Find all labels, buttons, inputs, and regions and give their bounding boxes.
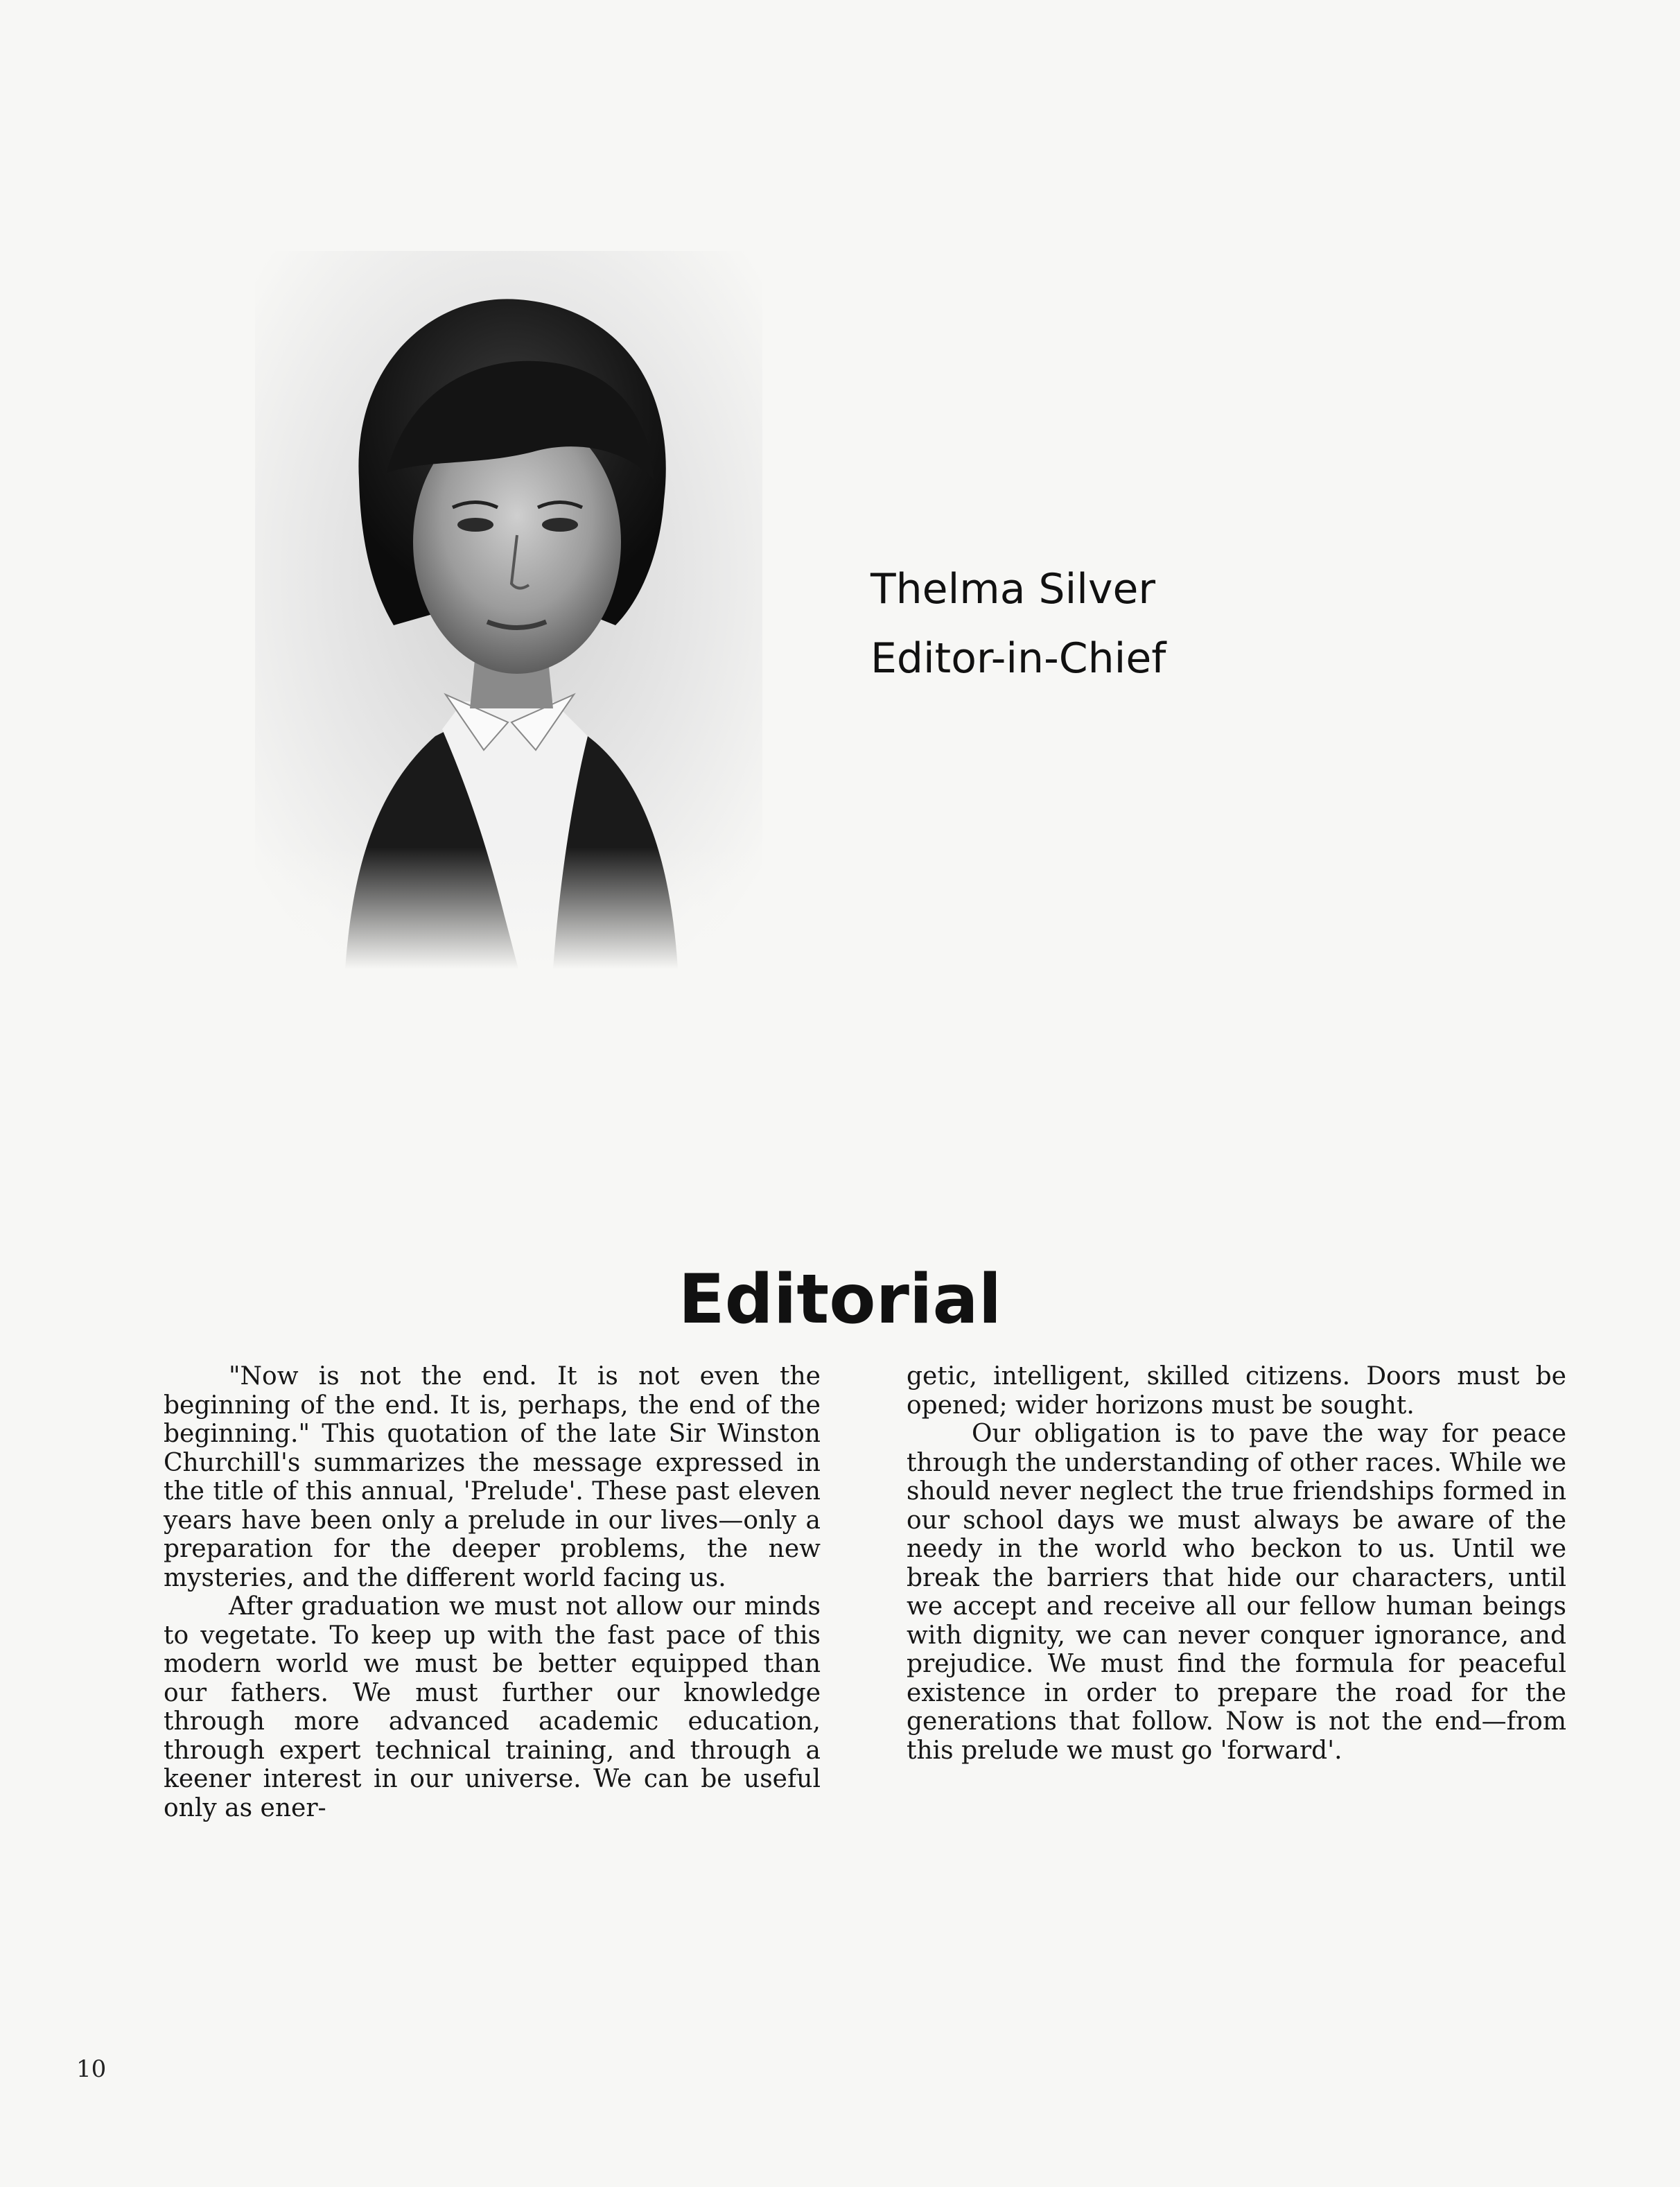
paragraph: After graduation we must not allow our minds to vegetate. To keep up with the fast pace of this modern world we must be better equipped than our fathers. We must further our knowledge through more advanced academic education, through expert technical training, and through a keener interest in our universe. We can be useful only as ener-	[164, 1592, 821, 1822]
portrait-illustration	[255, 251, 762, 969]
person-name: Thelma Silver	[870, 565, 1156, 613]
name-caption	[870, 555, 1231, 693]
right-column	[907, 1362, 1566, 1765]
paragraph: Our obligation is to pave the way for peace through the understanding of other races. While we should never neglect the true friendships formed in our school days we must always be aware of the needy in the world who beckon to us. Until we break the barriers that hide our characters, until we accept and receive all our fellow human beings with dignity, we can never conquer ignorance, and prejudice. We must find the formula for peaceful existence in order to prepare the road for the generations that follow. Now is not the end—from this prelude we must go 'forward'.	[907, 1420, 1566, 1765]
page-number: 10	[76, 2055, 107, 2083]
paragraph: getic, intelligent, skilled citizens. Doors must be opened; wider horizons must be sought.	[907, 1362, 1566, 1420]
left-column	[164, 1362, 821, 1822]
person-title: Editor-in-Chief	[870, 634, 1166, 683]
paragraph: "Now is not the end. It is not even the beginning of the end. It is, perhaps, the end of the beginning." This quotation of the late Sir Winston Churchill's summarizes the message expressed in the title of this annual, 'Prelude'. These past eleven years have been only a prelude in our lives—only a preparation for the deeper problems, the new mysteries, and the different world facing us.	[164, 1362, 821, 1592]
editorial-heading: Editorial	[678, 1260, 1002, 1339]
portrait-photo	[255, 251, 762, 969]
